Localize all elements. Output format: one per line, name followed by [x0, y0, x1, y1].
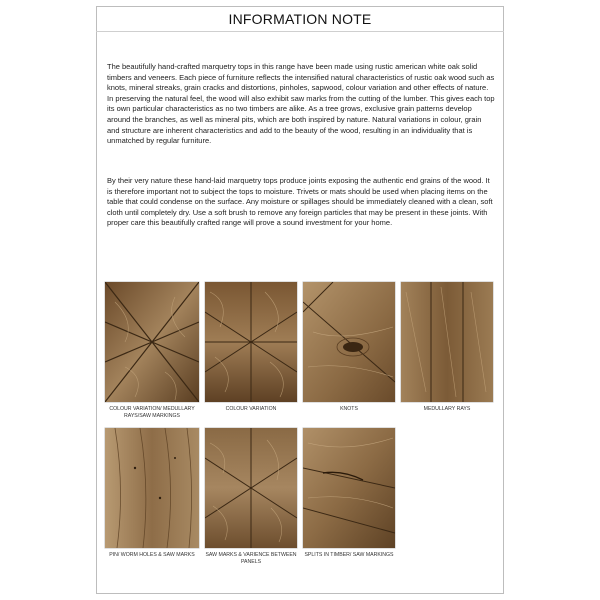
intro-paragraph: The beautifully hand-crafted marquetry tops in this range have been made using rustic american white oak solid timbers and veneers. Each piece of furniture reflects the intensified natural characteristics of rustic oak wood such as knots, mineral streaks, grain cracks and distortions, pinholes, sapwood, colour variation and other effects of nature. In preserving the natural feel, the wood will also exhibit saw marks from the cutting of the lumber. This gives each top its own particular characteristics as no two timbers are alike. As a tree grows, exclusive grain patterns develop around the branches, as well as mineral pits, which are both inspired by nature. Natural variations in colour, grain and structure are inherent characteristics and add to the beauty of the wood, resulting in an individuality that is unmatched by regular furniture.	[107, 62, 495, 146]
wood-photo-splits	[303, 428, 395, 548]
caption-1: COLOUR VARIATION/ MEDULLARY RAYS/SAW MARKINGS	[109, 406, 195, 419]
caption-7: SPLITS IN TIMBER/ SAW MARKINGS	[304, 552, 394, 558]
caption-5: PIN/ WORM HOLES & SAW MARKS	[109, 552, 195, 558]
wood-photo-medullary-rays	[401, 282, 493, 402]
page-title: INFORMATION NOTE	[228, 11, 372, 27]
wood-photo-colour-variation	[205, 282, 297, 402]
care-paragraph: By their very nature these hand-laid marquetry tops produce joints exposing the authentic end grains of the wood. It is therefore important not to subject the tops to moisture. Trivets or mats should be used when placing items on the table that could condense on the surface. Any moisture or spillages should be immediately cleaned with a clean, soft cloth until completely dry. Use a soft brush to remove any foreign particles that may be present in these joints. With proper care this beautifully crafted range will prove a sound investment for your home.	[107, 176, 493, 228]
page-header	[96, 6, 504, 32]
caption-4: MEDULLARY RAYS	[423, 406, 471, 412]
wood-photo-saw-marks-variance	[205, 428, 297, 548]
caption-6: SAW MARKS & VARIENCE BETWEEN PANELS	[205, 552, 297, 565]
wood-photo-knots	[303, 282, 395, 402]
caption-3: KNOTS	[340, 406, 358, 412]
wood-photo-pin-worm-holes	[105, 428, 199, 548]
caption-2: COLOUR VARIATION	[225, 406, 277, 412]
wood-photo-colour-variation-rays	[105, 282, 199, 402]
